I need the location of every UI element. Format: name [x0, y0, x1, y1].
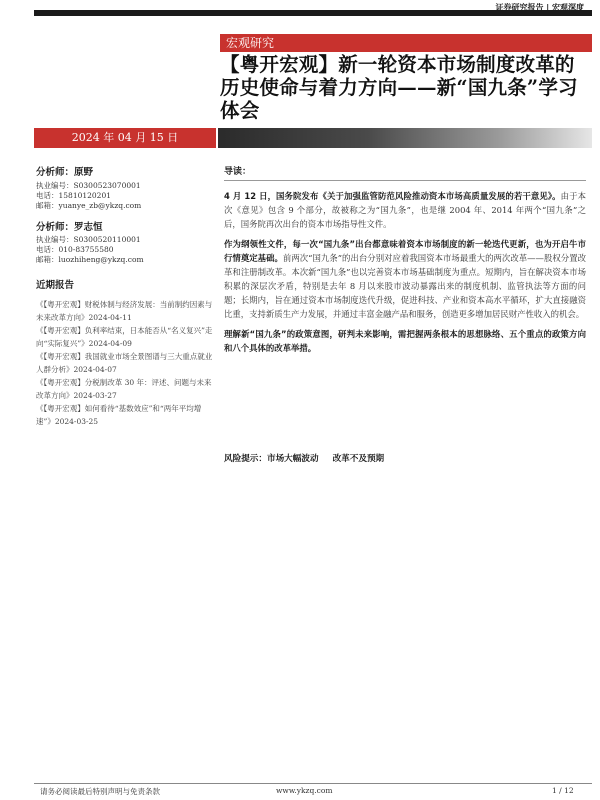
- analyst-card: [36, 223, 214, 266]
- analyst-license: 执业编号：S0300520110001: [36, 235, 141, 244]
- report-date: 2024 年 04 月 15 日: [34, 128, 216, 148]
- sidebar: [36, 168, 214, 428]
- analyst-phone: 电话：010-83755580: [36, 245, 114, 254]
- footer-disclaimer: 请务必阅读最后特别声明与免责条款: [40, 787, 160, 796]
- recent-report-link[interactable]: 《【粤开宏观】财税体制与经济发展：当前制约因素与未来改革方向》2024-04-11: [36, 299, 213, 322]
- footer-website[interactable]: www.ykzq.com: [276, 786, 333, 795]
- risk-label: 风险提示：: [224, 454, 267, 464]
- recent-report-link[interactable]: 《【粤开宏观】负利率结束，日本能否从“名义复兴”走向“实际复兴”》2024-04-09: [36, 325, 213, 348]
- report-title: 【粤开宏观】新一轮资本市场制度改革的历史使命与着力方向——新“国九条”学习体会: [220, 53, 578, 122]
- risk-item: 市场大幅波动: [266, 454, 319, 464]
- top-header-bar: [34, 0, 592, 16]
- page-number: 1 / 12: [552, 786, 574, 795]
- guide-p3-bold: 理解新“国九条”的政策意图，研判未来影响，需把握两条根本的思想脉络、五个重点的政策方向和八个具体的改革举措。: [224, 329, 586, 353]
- guide-p1-bold: 4 月 12 日，国务院发布《关于加强监管防范风险推动资本市场高质量发展的若干意见》。: [224, 191, 561, 201]
- analyst-card: [36, 168, 214, 211]
- risk-warning: [224, 452, 384, 464]
- analyst-name: 分析师：罗志恒: [36, 221, 103, 233]
- brand-label: 证券研究报告 | 宏观深度: [495, 3, 584, 12]
- guide-heading: 导读：: [224, 164, 586, 181]
- recent-reports-heading: 近期报告: [36, 280, 75, 291]
- guide-paragraph-1: [224, 189, 586, 231]
- guide-p2-bold: 作为纲领性文件，每一次“国九条”出台都意味着资本市场制度的新一轮迭代更新，也为开启牛市行情奠定基础。: [224, 239, 586, 263]
- footer-divider: [34, 783, 592, 784]
- analyst-email[interactable]: 邮箱：yuanye_zb@ykzq.com: [36, 200, 142, 210]
- main-content: [224, 164, 586, 361]
- title-underline-band: [218, 128, 592, 148]
- recent-report-link[interactable]: 《【粤开宏观】如何看待“基数效应”和“两年平均增速”》2024-03-25: [36, 403, 202, 426]
- guide-p1-text: 由于本次《意见》包含 9 个部分，故被称之为“国九条”，也是继 2004 年、2014 年两个“国九条”之后，国务院再次出台的资本市场指导性文件。: [224, 191, 586, 229]
- risk-item: 改革不及预期: [332, 454, 385, 464]
- recent-report-link[interactable]: 《【粤开宏观】我国就业市场全景图谱与三大重点就业人群分析》2024-04-07: [36, 351, 213, 374]
- guide-p2-text: 前两次“国九条”的出台分别对应着我国资本市场最重大的两次改革——股权分置改革和注册制改革。本次新“国九条”也以完善资本市场基础制度为重点。短期内，旨在解决资本市场积累的深层次矛盾，特别是去年 8 月以来股市波动暴露出来的制度机制、监管执法等方面的问题；长期内，旨在通过资本市场制度迭代升级，促进科技、产业和资本高水平循环，扩大直接融资比重，支持新质生产力发展，并通过丰富金融产品和服务，创造更多增加居民财产性收入的机会。: [224, 253, 586, 319]
- recent-report-link[interactable]: 《【粤开宏观】分税制改革 30 年：评述、问题与未来改革方向》2024-03-27: [36, 377, 212, 400]
- analyst-license: 执业编号：S0300523070001: [36, 180, 141, 190]
- analyst-email[interactable]: 邮箱：luozhiheng@ykzq.com: [36, 255, 144, 264]
- guide-paragraph-2: [224, 237, 586, 321]
- analyst-phone: 电话：15810120201: [36, 190, 111, 200]
- guide-paragraph-3: [224, 327, 586, 355]
- report-category: 宏观研究: [220, 34, 592, 52]
- analyst-name: 分析师：原野: [36, 167, 94, 178]
